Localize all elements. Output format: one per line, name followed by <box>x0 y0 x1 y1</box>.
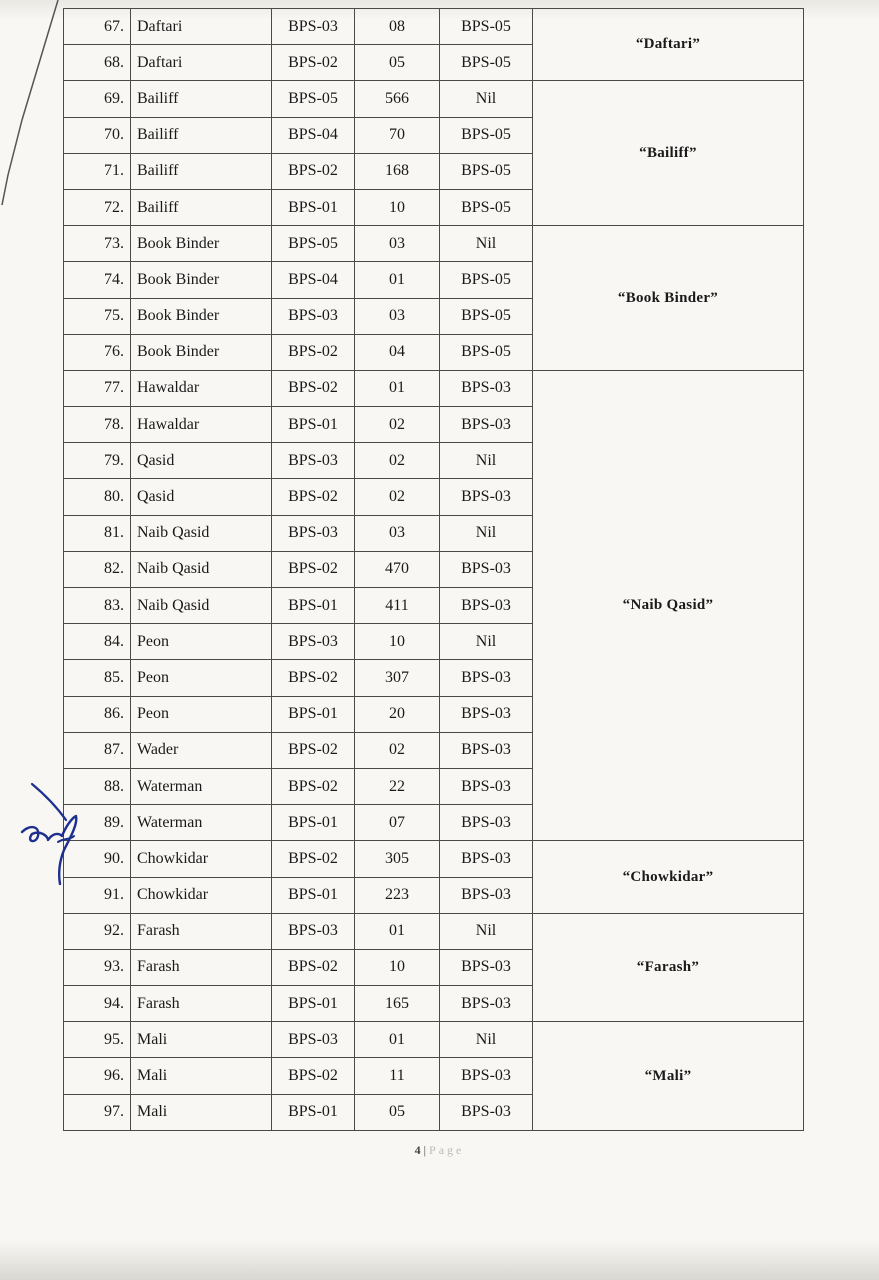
pay-scale-cell: BPS-02 <box>272 479 355 515</box>
row-number: 95. <box>64 1022 131 1058</box>
pay-scale-cell: BPS-04 <box>272 262 355 298</box>
row-number: 88. <box>64 768 131 804</box>
upgraded-scale-cell: BPS-03 <box>440 551 533 587</box>
upgraded-scale-cell: Nil <box>440 1022 533 1058</box>
row-number: 74. <box>64 262 131 298</box>
post-name-cell: Chowkidar <box>131 841 272 877</box>
pay-scale-cell: BPS-01 <box>272 189 355 225</box>
row-number: 89. <box>64 805 131 841</box>
post-count-cell: 08 <box>355 9 440 45</box>
row-number: 81. <box>64 515 131 551</box>
pay-scale-cell: BPS-03 <box>272 9 355 45</box>
post-count-cell: 470 <box>355 551 440 587</box>
upgraded-scale-cell: BPS-05 <box>440 262 533 298</box>
pay-scale-cell: BPS-02 <box>272 949 355 985</box>
post-name-cell: Qasid <box>131 443 272 479</box>
row-number: 91. <box>64 877 131 913</box>
upgraded-scale-cell: Nil <box>440 443 533 479</box>
signature-mark <box>18 780 88 890</box>
upgraded-scale-cell: BPS-03 <box>440 696 533 732</box>
row-number: 85. <box>64 660 131 696</box>
post-name-cell: Daftari <box>131 9 272 45</box>
post-count-cell: 11 <box>355 1058 440 1094</box>
page-edge-mark <box>0 0 60 240</box>
post-name-cell: Waterman <box>131 805 272 841</box>
post-name-cell: Peon <box>131 696 272 732</box>
pay-scale-cell: BPS-01 <box>272 1094 355 1130</box>
post-count-cell: 223 <box>355 877 440 913</box>
post-count-cell: 03 <box>355 515 440 551</box>
cadre-name-cell: “Mali” <box>533 1022 804 1131</box>
table-row <box>64 9 804 45</box>
upgraded-scale-cell: BPS-03 <box>440 949 533 985</box>
upgraded-scale-cell: BPS-03 <box>440 986 533 1022</box>
row-number: 93. <box>64 949 131 985</box>
pay-scale-cell: BPS-03 <box>272 298 355 334</box>
post-count-cell: 03 <box>355 298 440 334</box>
upgraded-scale-cell: BPS-05 <box>440 117 533 153</box>
posts-table-body <box>64 9 804 1131</box>
page-footer <box>0 1143 879 1158</box>
row-number: 67. <box>64 9 131 45</box>
post-count-cell: 168 <box>355 153 440 189</box>
pay-scale-cell: BPS-02 <box>272 551 355 587</box>
post-count-cell: 411 <box>355 588 440 624</box>
table-row <box>64 226 804 262</box>
row-number: 97. <box>64 1094 131 1130</box>
upgraded-scale-cell: BPS-03 <box>440 877 533 913</box>
upgraded-scale-cell: BPS-03 <box>440 407 533 443</box>
post-count-cell: 22 <box>355 768 440 804</box>
post-count-cell: 02 <box>355 443 440 479</box>
pay-scale-cell: BPS-02 <box>272 768 355 804</box>
post-name-cell: Book Binder <box>131 298 272 334</box>
upgraded-scale-cell: Nil <box>440 515 533 551</box>
upgraded-scale-cell: BPS-05 <box>440 9 533 45</box>
table-row <box>64 913 804 949</box>
pay-scale-cell: BPS-02 <box>272 841 355 877</box>
pay-scale-cell: BPS-03 <box>272 515 355 551</box>
post-name-cell: Daftari <box>131 45 272 81</box>
post-name-cell: Farash <box>131 986 272 1022</box>
row-number: 77. <box>64 370 131 406</box>
post-count-cell: 05 <box>355 1094 440 1130</box>
post-count-cell: 566 <box>355 81 440 117</box>
post-name-cell: Peon <box>131 660 272 696</box>
pay-scale-cell: BPS-02 <box>272 45 355 81</box>
pay-scale-cell: BPS-04 <box>272 117 355 153</box>
post-name-cell: Farash <box>131 949 272 985</box>
cadre-name-cell: “Farash” <box>533 913 804 1022</box>
post-count-cell: 10 <box>355 949 440 985</box>
upgraded-scale-cell: BPS-03 <box>440 370 533 406</box>
upgraded-scale-cell: BPS-03 <box>440 841 533 877</box>
row-number: 70. <box>64 117 131 153</box>
upgraded-scale-cell: Nil <box>440 81 533 117</box>
post-count-cell: 01 <box>355 913 440 949</box>
upgraded-scale-cell: BPS-05 <box>440 298 533 334</box>
pay-scale-cell: BPS-01 <box>272 986 355 1022</box>
post-name-cell: Hawaldar <box>131 407 272 443</box>
pay-scale-cell: BPS-01 <box>272 805 355 841</box>
post-count-cell: 307 <box>355 660 440 696</box>
row-number: 80. <box>64 479 131 515</box>
post-count-cell: 165 <box>355 986 440 1022</box>
post-count-cell: 07 <box>355 805 440 841</box>
pay-scale-cell: BPS-03 <box>272 913 355 949</box>
post-name-cell: Qasid <box>131 479 272 515</box>
post-name-cell: Bailiff <box>131 117 272 153</box>
row-number: 69. <box>64 81 131 117</box>
upgraded-scale-cell: BPS-03 <box>440 660 533 696</box>
upgraded-scale-cell: BPS-03 <box>440 1094 533 1130</box>
pay-scale-cell: BPS-01 <box>272 877 355 913</box>
post-count-cell: 03 <box>355 226 440 262</box>
post-count-cell: 02 <box>355 479 440 515</box>
pay-scale-cell: BPS-02 <box>272 660 355 696</box>
post-name-cell: Naib Qasid <box>131 588 272 624</box>
row-number: 87. <box>64 732 131 768</box>
post-count-cell: 305 <box>355 841 440 877</box>
pay-scale-cell: BPS-03 <box>272 1022 355 1058</box>
pay-scale-cell: BPS-02 <box>272 370 355 406</box>
cadre-name-cell: “Chowkidar” <box>533 841 804 913</box>
post-name-cell: Bailiff <box>131 81 272 117</box>
post-name-cell: Hawaldar <box>131 370 272 406</box>
post-name-cell: Book Binder <box>131 334 272 370</box>
post-name-cell: Book Binder <box>131 226 272 262</box>
pay-scale-cell: BPS-02 <box>272 334 355 370</box>
post-name-cell: Waterman <box>131 768 272 804</box>
pay-scale-cell: BPS-05 <box>272 226 355 262</box>
row-number: 92. <box>64 913 131 949</box>
row-number: 83. <box>64 588 131 624</box>
post-count-cell: 04 <box>355 334 440 370</box>
page-separator: | <box>423 1143 427 1157</box>
row-number: 73. <box>64 226 131 262</box>
post-count-cell: 10 <box>355 189 440 225</box>
post-count-cell: 10 <box>355 624 440 660</box>
pay-scale-cell: BPS-01 <box>272 407 355 443</box>
post-count-cell: 20 <box>355 696 440 732</box>
post-count-cell: 05 <box>355 45 440 81</box>
upgraded-scale-cell: Nil <box>440 226 533 262</box>
row-number: 78. <box>64 407 131 443</box>
cadre-name-cell: “Daftari” <box>533 9 804 81</box>
upgraded-scale-cell: BPS-03 <box>440 588 533 624</box>
pay-scale-cell: BPS-03 <box>272 443 355 479</box>
post-name-cell: Naib Qasid <box>131 515 272 551</box>
pay-scale-cell: BPS-02 <box>272 732 355 768</box>
post-name-cell: Book Binder <box>131 262 272 298</box>
row-number: 76. <box>64 334 131 370</box>
upgraded-scale-cell: Nil <box>440 624 533 660</box>
upgraded-scale-cell: BPS-03 <box>440 768 533 804</box>
post-count-cell: 01 <box>355 1022 440 1058</box>
pay-scale-cell: BPS-01 <box>272 696 355 732</box>
cadre-name-cell: “Bailiff” <box>533 81 804 226</box>
row-number: 75. <box>64 298 131 334</box>
post-name-cell: Farash <box>131 913 272 949</box>
row-number: 68. <box>64 45 131 81</box>
pay-scale-cell: BPS-01 <box>272 588 355 624</box>
upgraded-scale-cell: BPS-05 <box>440 189 533 225</box>
upgraded-scale-cell: BPS-03 <box>440 1058 533 1094</box>
posts-table-container <box>63 8 804 1131</box>
pay-scale-cell: BPS-02 <box>272 153 355 189</box>
pay-scale-cell: BPS-05 <box>272 81 355 117</box>
row-number: 79. <box>64 443 131 479</box>
post-name-cell: Mali <box>131 1058 272 1094</box>
upgraded-scale-cell: BPS-03 <box>440 732 533 768</box>
pay-scale-cell: BPS-02 <box>272 1058 355 1094</box>
row-number: 71. <box>64 153 131 189</box>
post-name-cell: Mali <box>131 1094 272 1130</box>
post-name-cell: Naib Qasid <box>131 551 272 587</box>
post-name-cell: Mali <box>131 1022 272 1058</box>
table-row <box>64 370 804 406</box>
post-name-cell: Bailiff <box>131 189 272 225</box>
post-count-cell: 01 <box>355 370 440 406</box>
pay-scale-cell: BPS-03 <box>272 624 355 660</box>
upgraded-scale-cell: BPS-03 <box>440 479 533 515</box>
post-name-cell: Peon <box>131 624 272 660</box>
row-number: 72. <box>64 189 131 225</box>
row-number: 90. <box>64 841 131 877</box>
page-label: Page <box>429 1143 465 1157</box>
row-number: 84. <box>64 624 131 660</box>
row-number: 86. <box>64 696 131 732</box>
upgraded-scale-cell: BPS-05 <box>440 45 533 81</box>
upgraded-scale-cell: Nil <box>440 913 533 949</box>
post-count-cell: 01 <box>355 262 440 298</box>
table-row <box>64 841 804 877</box>
post-count-cell: 02 <box>355 732 440 768</box>
table-row <box>64 1022 804 1058</box>
upgraded-scale-cell: BPS-03 <box>440 805 533 841</box>
upgraded-scale-cell: BPS-05 <box>440 153 533 189</box>
upgraded-scale-cell: BPS-05 <box>440 334 533 370</box>
row-number: 82. <box>64 551 131 587</box>
cadre-name-cell: “Naib Qasid” <box>533 370 804 840</box>
cadre-name-cell: “Book Binder” <box>533 226 804 371</box>
row-number: 94. <box>64 986 131 1022</box>
posts-table <box>63 8 804 1131</box>
row-number: 96. <box>64 1058 131 1094</box>
post-name-cell: Chowkidar <box>131 877 272 913</box>
post-name-cell: Wader <box>131 732 272 768</box>
post-count-cell: 70 <box>355 117 440 153</box>
page-number: 4 <box>414 1143 421 1157</box>
post-name-cell: Bailiff <box>131 153 272 189</box>
table-row <box>64 81 804 117</box>
post-count-cell: 02 <box>355 407 440 443</box>
